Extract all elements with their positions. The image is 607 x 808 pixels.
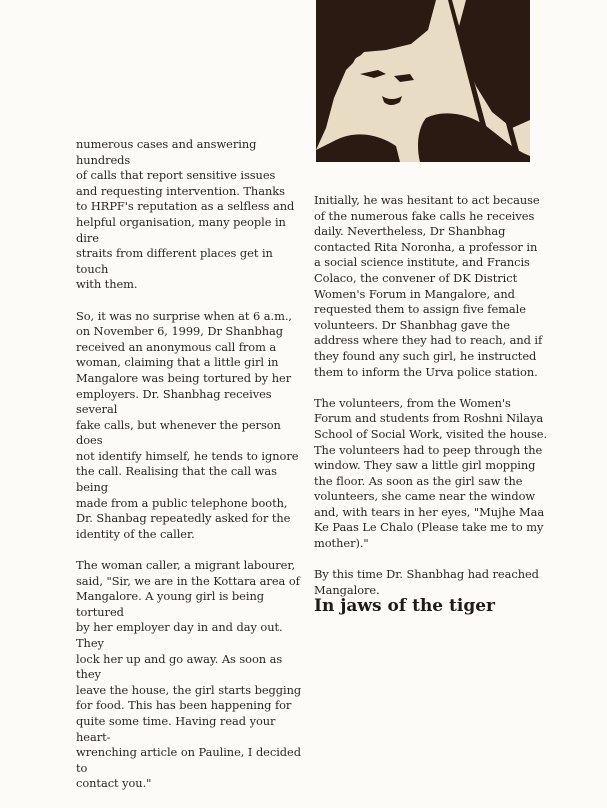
right-paragraph-1: Initially, he was hesitant to act because of the numerous fake calls he receives daily. Nevertheless, Dr Shanbhag contacted Rita Noronha, a professor in a social science institute, and Francis Colaco, the convener of DK District Women's Forum in Mangalore, and requested them to assign five female volunteers. Dr Shanbhag gave the address where they had to reach, and if they found any such girl, he instructed them to inform the Urva police station. [314, 193, 543, 379]
left-paragraph-1: numerous cases and answering hundreds of calls that report sensitive issues and requesting intervention. Thanks to HRPF's reputation as a selfless and helpful organisation, many people in dire straits from different places get in touch with them. [76, 137, 295, 292]
left-paragraph-2: So, it was no surprise when at 6 a.m., on November 6, 1999, Dr Shanbhag received an anonymous call from a woman, claiming that a little girl in Mangalore was being tortured by her employers. Dr. Shanbhag receives several fake calls, but whenever the person does not identify himself, he tends to ignore the call. Realising that the call was being made from a public telephone booth, Dr. Shanbag repeatedly asked for the identity of the caller. [76, 308, 299, 541]
section-heading: In jaws of the tiger [314, 596, 496, 616]
right-paragraph-2: The volunteers, from the Women's Forum and students from Roshni Nilaya School of Social Work, visited the house. The volunteers had to peep through the window. They saw a little girl mopping the floor. As soon as the girl saw the volunteers, she came near the window and, with tears in her eyes, "Mujhe Maa Ke Paas Le Chalo (Please take me to my mother)." [314, 395, 548, 551]
photo-illustration [316, 0, 530, 162]
right-column [314, 193, 554, 614]
article-photo [316, 0, 530, 162]
right-paragraph-3: By this time Dr. Shanbhag had reached Mangalore. [314, 567, 539, 597]
left-column [76, 137, 308, 808]
left-paragraph-3: The woman caller, a migrant labourer, said, "Sir, we are in the Kottara area of Mangalore. A young girl is being tortured by her employer day in and day out. They lock her up and go away. As soon as they leave the house, the girl starts begging for food. This has been happening for quite some time. Having read your heart- wrenching article on Pauline, I decided to contact you." [76, 558, 302, 791]
